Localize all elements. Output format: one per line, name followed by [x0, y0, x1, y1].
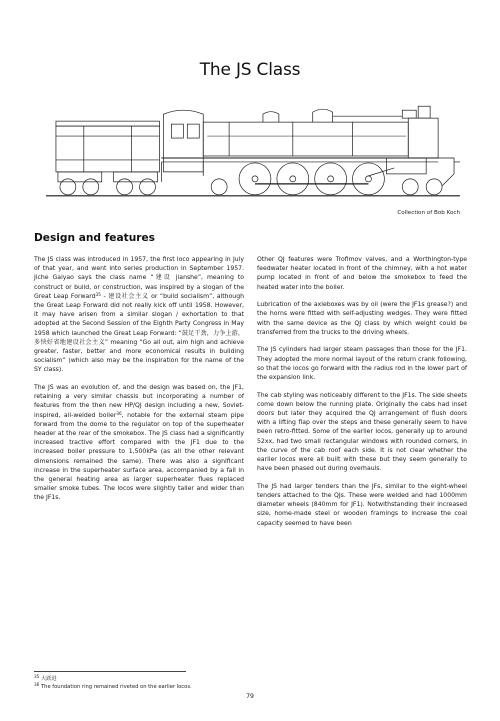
footnote-divider [34, 671, 186, 672]
footnote: $^{36}$ The foundation ring remained riveted on the earlier locos. [34, 681, 192, 690]
footnote: $^{35}$ 大跃进 [34, 673, 57, 682]
paragraph: Lubrication of the axleboxes was by oil (were the JF1s grease?) and the horns were fitted with self-adjusting wedges. They were fitted with the same device as the QJ class by which weight could be transferred from the trucks to the driving wheels. [257, 301, 467, 336]
paragraph: The JS class was introduced in 1957, the first loco appearing in July of that year, and went into series production in September 1957. Jiche Gaiyao says the class name “建设 jianshe”, meaning to construct or build, or construction, was inspired by a slogan of the Great Leap Forward$^{35}$ - 建设社会主义 or “build socialism”, although the Great Leap Forward did not really kick off until 1958. However, it may have arisen from a similar slogan / exhortation to that adopted at the Second Session of the Eighth Party Congress in May 1958 which launched the Great Leap Forward: “鼓足干劲，力争上游，多快好省地建设社会主义” meaning “Go all out, aim high and achieve greater, faster, better and more economical results in building socialism” (which also may be the inspiration for the name of the SY class). [34, 256, 244, 374]
locomotive-drawing [44, 96, 462, 206]
footnotes [34, 673, 192, 691]
paragraph: Other QJ features were Trofimov valves, and a Worthington-type feedwater heater located in front of the chimney, with a hot water pump located in front of and below the smokebox to feed the heated water into the boiler. [257, 256, 467, 291]
footnote-ref: 36 [116, 410, 122, 416]
locomotive-line-drawing [44, 96, 462, 206]
page-number: 79 [246, 693, 254, 700]
left-column [34, 255, 244, 511]
figure-caption: Collection of Bob Koch [397, 210, 460, 216]
paragraph: The JS cylinders had larger steam passages than those for the JF1. They adopted the more normal layout of the return crank following, so that the locos go forward with the radius rod in the lower part of the expansion link. [257, 346, 467, 382]
paragraph: The JS was an evolution of, and the design was based on, the JF1, retaining a very similar chassis but incorporating a number of features from the then new HP/QJ design including a new, Soviet-inspired, all-welded boiler$^{36}$, notable for the external steam pipe forward from the dome to the regulator on top of the superheater header at the rear of the smokebox. The JS class had a significantly increased tractive effort compared with the JF1 due to the increased boiler pressure to 1,500kPa (as all the other relevant dimensions remained the same). There was also a significant increase in the superheater surface area, accompanied by a fall in the general heating area as larger superheater flues replaced smaller smoke tubes. The locos were slightly taller and wider than the JF1s. [34, 384, 245, 502]
paragraph: The cab styling was noticeably different to the JF1s. The side sheets come down below the running plate. Originally the cabs had inset doors but later they acquired the QJ arrangement of flush doors with a lifting flap over the steps and these generally seem to have been retro-fitted. Some of the earlier locos, generally up to around 52xx, had two small rectangular windows with rounded corners, in the curve of the cab roof each side. It is not clear whether the earlier locos were all built with these but they seem generally to have been phased out during overhauls. [257, 391, 467, 473]
paragraph: The JS had larger tenders than the JFs, similar to the eight-wheel tenders attached to the QJs. These were welded and had 1000mm diameter wheels (840mm for JF1). Notwithstanding their increased size, home-made steel or wooden framings to increase the coal capacity seemed to have been [257, 482, 467, 527]
page-title: The JS Class [199, 60, 301, 80]
right-column [257, 255, 467, 536]
footnote-ref: 35 [95, 291, 101, 297]
section-heading: Design and features [34, 232, 155, 244]
